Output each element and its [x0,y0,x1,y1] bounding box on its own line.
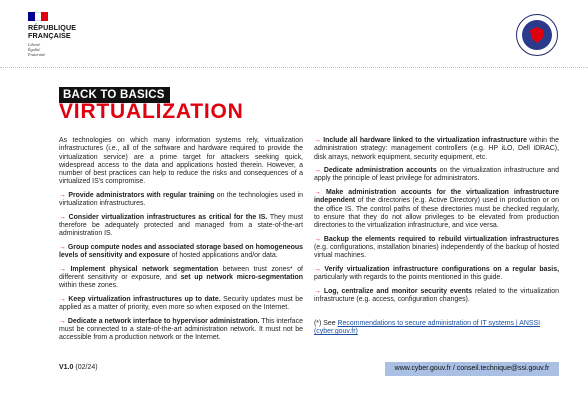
arrow-right-icon: → [314,265,321,273]
left-column [59,137,303,348]
arrow-right-icon: → [59,295,66,303]
arrow-right-icon: → [314,189,321,197]
footnote-prefix: (*) See [314,320,338,327]
motto-egalite: Égalité [28,46,41,52]
arrow-right-icon: → [59,191,66,199]
section-tag: BACK TO BASICS [59,87,170,103]
republic-name-line1: RÉPUBLIQUE [28,23,77,32]
footnote [314,320,559,337]
list-item: → Group compute nodes and associated storage based on homogeneous levels of sensitivity and exposure of hosted applications and/or data. [59,243,303,260]
list-item: → Include all hardware linked to the virtualization infrastructure within the administration strategy: management controllers (e.g. HP iLO, Dell iDRAC), disk arrays, network equipment, security equipment, etc. [314,137,559,161]
anssi-seal-icon [516,14,558,56]
intro-paragraph: As technologies on which many information systems rely, virtualization infrastructures (i.e., all of the software and hardware required to provide the virtualization service) are a prime target for attackers seeking quick, widespread access to the data and applications hosted therein. However, a number of best practices can help to reduce the risks and consequences of a virtualized IS's compromise. [59,137,303,186]
arrow-right-icon: → [314,235,321,243]
arrow-right-icon: → [314,137,321,144]
motto-liberte: Liberté [28,42,41,47]
french-flag-icon [28,12,48,21]
list-item: → Implement physical network segmentation between trust zones* of different sensitivity or exposure, and set up network micro-segmentation within these zones. [59,265,303,290]
version-label [59,364,98,371]
list-item: → Log, centralize and monitor security events related to the virtualization infrastructure (e.g. access, configuration changes). [314,287,559,303]
arrow-right-icon: → [59,317,66,325]
version-date: (02/24) [75,364,98,371]
list-item: → Consider virtualization infrastructures as critical for the IS. They must therefore be adequately protected and managed from a state-of-the-art administration IS. [59,213,303,238]
list-item: → Make administration accounts for the virtualization infrastructure independent of the directories (e.g. Active Directory) used in production or on the office IS. The control paths of these directories must be checked regularly, to ensure that they do not allow privileges to be elevated from production directories to the virtualization infrastructure, and vice versa. [314,189,560,230]
recommendations-link[interactable]: Recommendations to secure administration of IT systems | ANSSI (cyber.gouv.fr) [314,320,541,336]
list-item: → Dedicate a network interface to hypervisor administration. This interface must be connected to a state-of-the-art administration network. It must not be accessible from a production network or the Internet. [59,317,303,342]
arrow-right-icon: → [59,213,66,221]
header-divider [0,67,588,68]
motto [28,43,98,57]
page-title: VIRTUALIZATION [59,100,244,123]
arrow-right-icon: → [314,167,321,175]
right-column [314,137,559,310]
list-item: → Backup the elements required to rebuild virtualization infrastructures (e.g. configurations, installation binaries) independently of the backup of hosted virtual machines. [314,235,559,260]
list-item: → Dedicate administration accounts on the virtualization infrastructure and apply the principle of least privilege for administrators. [314,167,560,183]
motto-fraternite: Fraternité [28,51,46,57]
arrow-right-icon: → [59,243,66,251]
list-item: → Keep virtualization infrastructures up to date. Security updates must be applied as a matter of priority, even more so when exposed on the Internet. [59,295,303,312]
arrow-right-icon: → [59,265,66,273]
arrow-right-icon: → [314,287,321,295]
list-item: → Verify virtualization infrastructure configurations on a regular basis, particularly with regards to the points mentioned in this guide. [314,265,559,282]
list-item: → Provide administrators with regular training on the technologies used in virtualization infrastructures. [59,191,303,208]
contact-footer: www.cyber.gouv.fr / conseil.technique@ssi.gouv.fr [385,362,559,376]
version-number: V1.0 [59,364,74,371]
republic-name-line2: FRANÇAISE [28,31,71,40]
republique-francaise-logo [28,12,98,57]
